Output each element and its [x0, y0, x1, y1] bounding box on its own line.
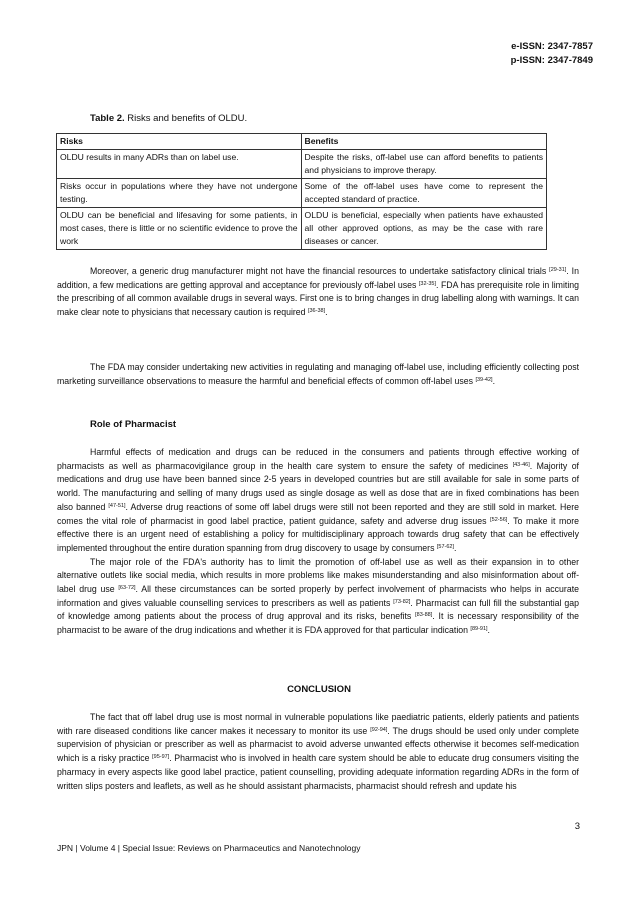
col-header-risks: Risks [57, 134, 302, 150]
section-heading-conclusion: CONCLUSION [287, 684, 351, 695]
table-row [57, 150, 547, 179]
risk-cell: OLDU results in many ADRs than on label use. [57, 150, 302, 179]
issn-block [511, 40, 593, 68]
citation: [63-72] [118, 585, 136, 592]
table-row [57, 179, 547, 208]
col-header-benefits: Benefits [301, 134, 546, 150]
citation: [29-31] [549, 267, 567, 273]
citation: [52-56] [490, 516, 508, 523]
body-paragraph-1: Moreover, a generic drug manufacturer might not have the financial resources to undertake satisfactory clinical trials [29-31]. In addition, a few medications are getting approval and acceptance for previously off-label uses [32-35]. FDA has prerequisite role in limiting the prescribing of all common available drugs in several ways. First one is to bring changes in drug labelling along with warnings. It can make clear note to physicians that necessary caution is required [36-38]. [57, 266, 580, 318]
citation: [83-88] [415, 612, 433, 619]
pissn: p-ISSN: 2347-7849 [510, 55, 593, 66]
benefit-cell: Some of the off-label uses have come to represent the accepted standard of practice. [301, 179, 546, 208]
citation: [73-82] [393, 598, 411, 605]
risk-cell: Risks occur in populations where they have not undergone testing. [57, 179, 302, 208]
body-paragraph-5: The fact that off label drug use is most normal in vulnerable populations like paediatric patients, elderly patients and patients with rare diseased conditions like cancer makes it necessary to monitor its use [92-94]. The drugs should be used only under complete supervision of physician or prescriber as well as pharmacist to avoid adverse unwanted effects otherwise it becomes self-medication which is a risky practice [95-97]. Pharmacist who is involved in health care system should be able to educate drug consumers visiting the pharmacy in every aspects like good label practice, patient counselling, providing adequate information regarding ADRs in the form of written slips posters and leaflets, as well as he should assistant pharmacists, pharmacist should refresh and update his [57, 712, 579, 791]
citation: [36-38] [307, 308, 326, 315]
risks-benefits-table [56, 133, 547, 250]
citation: [47-51] [108, 502, 126, 509]
body-paragraph-2: The FDA may consider undertaking new activities in regulating and managing off-label use, including efficiently collecting post marketing surveillance observations to measure the harmful and beneficial effects of common off-label uses [39-42]. [57, 362, 579, 386]
citation: [95-97] [152, 754, 170, 761]
eissn: e-ISSN: 2347-7857 [511, 41, 593, 52]
benefit-cell: Despite the risks, off-label use can afford benefits to patients and physicians to improve therapy. [301, 150, 546, 179]
body-paragraph-3: Harmful effects of medication and drugs can be reduced in the consumers and patients through effective working of pharmacists as well as pharmacovigilance group in the health care system to ensure the safety of medicines [43-46]. Majority of medications and drug use have been banned since 2-5 years in developed countries but are still available for sale in some parts of world. The manufacturing and selling of many drugs used as single dosage as well as dose that are in fixed combinations has been also banned [47-51]. Adverse drug reactions of some off label drugs were still not been reported and they are still sold in market. Here comes the vital role of pharmacist in good label practice, patient guidance, safety and adverse drug issues [52-56]. To make it more effective there is an urgent need of establishing a policy for multidisciplinary approach towards drug safety that can be effectively implemented throughout the entire duration spanning from drug discovery to usage by consumers [57-62]. The major role of the FDA's authority has to limit the promotion of off-label use as well as their expansion in to other alternative outlets like social media, which results in more problems like makes misunderstanding and also misinformation about off-label drug use [63-72]. All these circumstances can be sorted properly by perfect involvement of pharmacists who helps in accurate information and gives valuable counselling services to prescribers as well as patients [73-82]. Pharmacist can full fill the substantial gap of knowledge among patients about the process of drug approval and its risks, benefits [83-88]. It is necessary responsibility of the pharmacist to be aware of the drug indications and whether it is FDA approved for that particular indication [89-91]. [57, 447, 579, 636]
citation: [43-46] [512, 461, 530, 468]
citation: [32-35] [418, 280, 436, 287]
citation: [57-62] [436, 543, 454, 550]
page-number: 3 [574, 821, 580, 832]
table-caption-text: Risks and benefits of OLDU. [124, 113, 248, 124]
citation: [89-91] [470, 626, 488, 633]
citation: [39-42] [475, 376, 493, 383]
table-header-row [57, 134, 547, 150]
journal-footer: JPN | Volume 4 | Special Issue: Reviews on Pharmaceutics and Nanotechnology [57, 843, 361, 853]
risk-cell: OLDU can be beneficial and lifesaving for some patients, in most cases, there is little or no scientific evidence to prove the work [57, 208, 302, 250]
benefit-cell: OLDU is beneficial, especially when patients have exhausted all other approved options, as may be the case with rare diseases or cancer. [301, 208, 546, 250]
section-heading-pharmacist: Role of Pharmacist [90, 419, 177, 430]
citation: [92-94] [370, 726, 388, 733]
table-caption [90, 113, 247, 124]
table-caption-label: Table 2. [90, 113, 125, 124]
table-row [57, 208, 547, 250]
